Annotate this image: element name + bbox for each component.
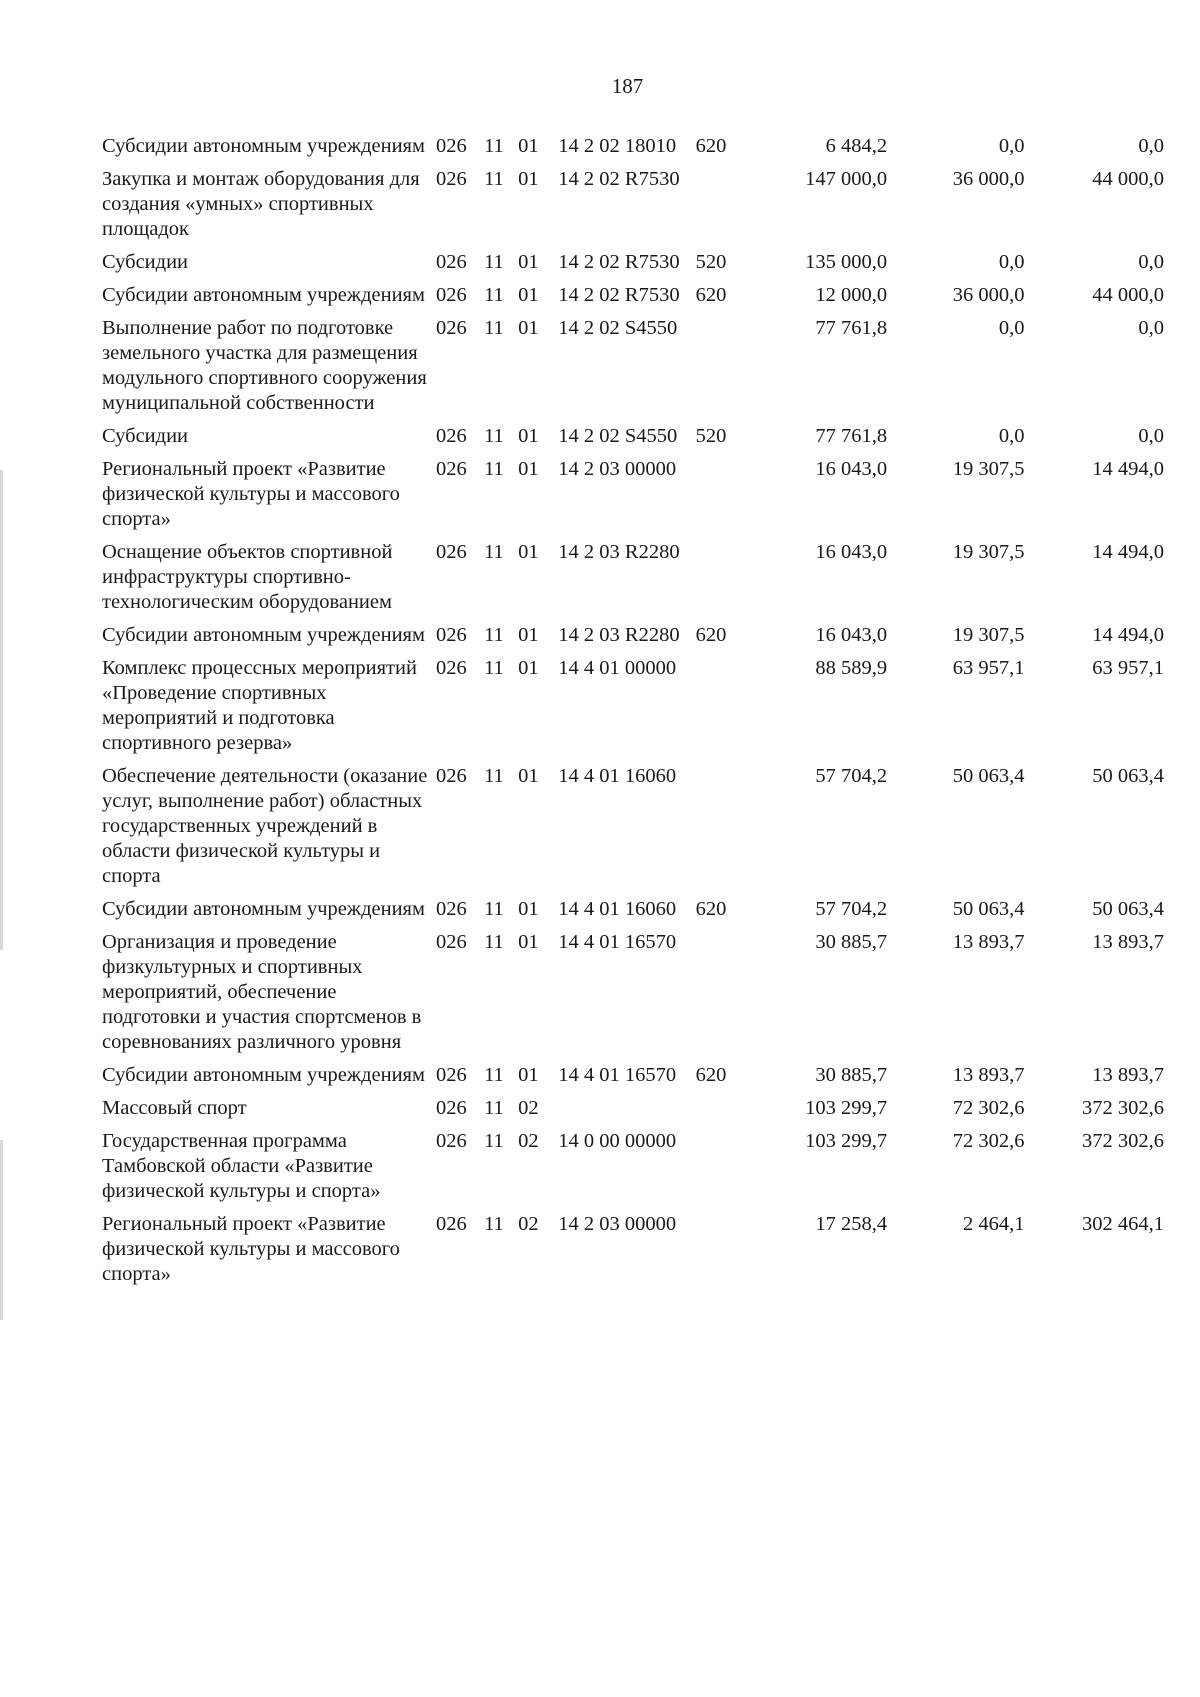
ministry-code: 026 [435, 458, 467, 480]
row-name: Комплекс процессных мероприятий «Проведение спортивных мероприятий и подготовка спортивного резерва» [102, 657, 417, 754]
target-article-code: 14 2 02 R7530 [558, 284, 680, 306]
amount-year-1: 6 484,2 [825, 135, 888, 157]
target-article-code: 14 2 02 S4550 [558, 317, 678, 339]
section-code: 11 [484, 317, 504, 339]
amount-year-2: 19 307,5 [952, 458, 1025, 480]
expense-type-code [696, 167, 742, 250]
target-article-code [558, 1096, 695, 1129]
section-code: 11 [484, 458, 504, 480]
section-code: 11 [484, 624, 504, 646]
target-article-code: 14 2 02 R7530 [558, 168, 680, 190]
subsection-code: 01 [518, 1064, 539, 1086]
target-article-code: 14 4 01 00000 [558, 657, 677, 679]
amount-year-2: 2 464,1 [963, 1213, 1025, 1235]
amount-year-2: 0,0 [998, 135, 1025, 157]
ministry-code: 026 [435, 657, 467, 679]
section-code: 11 [484, 1213, 504, 1235]
amount-year-1: 12 000,0 [815, 284, 888, 306]
amount-year-3: 50 063,4 [1092, 765, 1164, 787]
amount-year-3: 13 893,7 [1092, 931, 1164, 953]
table-row [102, 457, 1164, 540]
amount-year-3: 372 302,6 [1082, 1130, 1164, 1152]
row-name: Региональный проект «Развитие физической культуры и массового спорта» [102, 1213, 400, 1285]
ministry-code: 026 [435, 425, 467, 447]
expense-type-code: 620 [695, 624, 727, 646]
target-article-code: 14 2 03 R2280 [558, 541, 680, 563]
expense-type-code [696, 930, 742, 1063]
section-code: 11 [484, 765, 504, 787]
subsection-code: 01 [518, 135, 539, 157]
amount-year-3: 0,0 [1138, 251, 1164, 273]
amount-year-3: 14 494,0 [1092, 624, 1164, 646]
scan-edge-mark [0, 470, 3, 950]
table-row [102, 540, 1164, 623]
table-row [102, 167, 1164, 250]
section-code: 11 [484, 251, 504, 273]
amount-year-2: 50 063,4 [952, 898, 1025, 920]
target-article-code: 14 2 03 00000 [558, 458, 677, 480]
section-code: 11 [484, 135, 504, 157]
ministry-code: 026 [435, 898, 467, 920]
amount-year-2: 19 307,5 [952, 624, 1025, 646]
expense-type-code: 520 [695, 425, 727, 447]
expense-type-code [696, 1212, 742, 1295]
amount-year-3: 14 494,0 [1092, 458, 1164, 480]
subsection-code: 01 [518, 168, 539, 190]
subsection-code: 01 [518, 251, 539, 273]
row-name: Субсидии [102, 425, 189, 447]
subsection-code: 02 [518, 1130, 539, 1152]
amount-year-3: 302 464,1 [1082, 1213, 1164, 1235]
amount-year-1: 16 043,0 [815, 541, 888, 563]
amount-year-1: 16 043,0 [815, 458, 888, 480]
ministry-code: 026 [435, 541, 467, 563]
expense-type-code [696, 1129, 742, 1212]
amount-year-1: 103 299,7 [805, 1097, 888, 1119]
table-row [102, 283, 1164, 316]
amount-year-1: 88 589,9 [815, 657, 888, 679]
target-article-code: 14 4 01 16570 [558, 931, 677, 953]
expense-type-code [696, 1096, 742, 1129]
expense-type-code: 620 [695, 1064, 727, 1086]
target-article-code: 14 2 03 00000 [558, 1213, 677, 1235]
row-name: Организация и проведение физкультурных и спортивных мероприятий, обеспечение подготовки и участия спортсменов в соревнованиях различного уровня [102, 931, 422, 1053]
amount-year-3: 14 494,0 [1092, 541, 1164, 563]
expense-type-code [696, 316, 742, 424]
amount-year-1: 16 043,0 [815, 624, 888, 646]
section-code: 11 [484, 168, 504, 190]
table-row [102, 764, 1164, 897]
expense-type-code: 520 [695, 251, 727, 273]
amount-year-1: 147 000,0 [805, 168, 888, 190]
ministry-code: 026 [435, 1064, 467, 1086]
ministry-code: 026 [435, 1213, 467, 1235]
row-name: Обеспечение деятельности (оказание услуг, выполнение работ) областных государственных учреждений в области физической культуры и спорта [102, 765, 428, 887]
table-row [102, 1096, 1164, 1129]
target-article-code: 14 0 00 00000 [558, 1130, 677, 1152]
section-code: 11 [484, 1097, 504, 1119]
amount-year-2: 50 063,4 [952, 765, 1025, 787]
section-code: 11 [484, 425, 504, 447]
amount-year-3: 44 000,0 [1092, 284, 1164, 306]
amount-year-2: 0,0 [998, 425, 1025, 447]
amount-year-2: 0,0 [998, 317, 1025, 339]
table-row [102, 424, 1164, 457]
amount-year-2: 13 893,7 [952, 1064, 1025, 1086]
subsection-code: 02 [518, 1097, 539, 1119]
expense-type-code [696, 457, 742, 540]
table-row [102, 1129, 1164, 1212]
row-name: Субсидии автономным учреждениям [102, 898, 425, 920]
amount-year-1: 57 704,2 [815, 765, 888, 787]
section-code: 11 [484, 541, 504, 563]
ministry-code: 026 [435, 931, 467, 953]
section-code: 11 [484, 931, 504, 953]
expense-type-code [696, 656, 742, 764]
row-name: Региональный проект «Развитие физической культуры и массового спорта» [102, 458, 400, 530]
amount-year-1: 30 885,7 [815, 1064, 888, 1086]
ministry-code: 026 [435, 317, 467, 339]
row-name: Субсидии [102, 251, 189, 273]
amount-year-2: 36 000,0 [952, 168, 1025, 190]
ministry-code: 026 [435, 284, 467, 306]
amount-year-3: 44 000,0 [1092, 168, 1164, 190]
row-name: Субсидии автономным учреждениям [102, 135, 425, 157]
amount-year-3: 0,0 [1138, 135, 1164, 157]
budget-table [102, 134, 1164, 1295]
section-code: 11 [484, 898, 504, 920]
amount-year-1: 77 761,8 [815, 317, 888, 339]
amount-year-1: 30 885,7 [815, 931, 888, 953]
ministry-code: 026 [435, 251, 467, 273]
table-body [102, 134, 1164, 1295]
subsection-code: 01 [518, 284, 539, 306]
expense-type-code [696, 764, 742, 897]
table-row [102, 1063, 1164, 1096]
target-article-code: 14 4 01 16570 [558, 1064, 677, 1086]
target-article-code: 14 4 01 16060 [558, 765, 677, 787]
amount-year-2: 63 957,1 [952, 657, 1025, 679]
table-row [102, 134, 1164, 167]
amount-year-3: 63 957,1 [1092, 657, 1164, 679]
section-code: 11 [484, 1064, 504, 1086]
subsection-code: 02 [518, 1213, 539, 1235]
amount-year-3: 50 063,4 [1092, 898, 1164, 920]
expense-type-code [696, 540, 742, 623]
target-article-code: 14 2 02 R7530 [558, 251, 680, 273]
row-name: Субсидии автономным учреждениям [102, 284, 425, 306]
ministry-code: 026 [435, 624, 467, 646]
amount-year-1: 17 258,4 [815, 1213, 888, 1235]
table-row [102, 623, 1164, 656]
table-row [102, 316, 1164, 424]
section-code: 11 [484, 284, 504, 306]
subsection-code: 01 [518, 458, 539, 480]
target-article-code: 14 2 02 S4550 [558, 425, 678, 447]
amount-year-3: 0,0 [1138, 317, 1164, 339]
page-number: 187 [611, 74, 644, 98]
ministry-code: 026 [435, 168, 467, 190]
subsection-code: 01 [518, 931, 539, 953]
ministry-code: 026 [435, 765, 467, 787]
row-name: Выполнение работ по подготовке земельного участка для размещения модульного спортивного сооружения муниципальной собственности [102, 317, 427, 414]
subsection-code: 01 [518, 624, 539, 646]
amount-year-1: 57 704,2 [815, 898, 888, 920]
table-row [102, 1212, 1164, 1295]
amount-year-2: 72 302,6 [952, 1130, 1025, 1152]
table-row [102, 897, 1164, 930]
expense-type-code: 620 [695, 135, 727, 157]
expense-type-code: 620 [695, 898, 727, 920]
amount-year-1: 135 000,0 [805, 251, 888, 273]
section-code: 11 [484, 657, 504, 679]
row-name: Закупка и монтаж оборудования для создания «умных» спортивных площадок [102, 168, 420, 240]
target-article-code: 14 2 03 R2280 [558, 624, 680, 646]
ministry-code: 026 [435, 135, 467, 157]
row-name: Субсидии автономным учреждениям [102, 624, 425, 646]
target-article-code: 14 2 02 18010 [558, 135, 677, 157]
row-name: Массовый спорт [102, 1097, 247, 1119]
amount-year-1: 77 761,8 [815, 425, 888, 447]
section-code: 11 [484, 1130, 504, 1152]
amount-year-2: 0,0 [998, 251, 1025, 273]
amount-year-2: 36 000,0 [952, 284, 1025, 306]
table-row [102, 930, 1164, 1063]
table-row [102, 250, 1164, 283]
target-article-code: 14 4 01 16060 [558, 898, 677, 920]
amount-year-3: 13 893,7 [1092, 1064, 1164, 1086]
subsection-code: 01 [518, 541, 539, 563]
row-name: Субсидии автономным учреждениям [102, 1064, 425, 1086]
row-name: Оснащение объектов спортивной инфраструктуры спортивно-технологическим оборудованием [102, 541, 393, 613]
expense-type-code: 620 [695, 284, 727, 306]
subsection-code: 01 [518, 425, 539, 447]
ministry-code: 026 [435, 1130, 467, 1152]
subsection-code: 01 [518, 765, 539, 787]
scan-edge-mark [0, 1140, 3, 1320]
table-row [102, 656, 1164, 764]
subsection-code: 01 [518, 317, 539, 339]
amount-year-2: 13 893,7 [952, 931, 1025, 953]
amount-year-2: 72 302,6 [952, 1097, 1025, 1119]
row-name: Государственная программа Тамбовской области «Развитие физической культуры и спорта» [102, 1130, 381, 1202]
subsection-code: 01 [518, 657, 539, 679]
amount-year-3: 372 302,6 [1082, 1097, 1164, 1119]
subsection-code: 01 [518, 898, 539, 920]
amount-year-1: 103 299,7 [805, 1130, 888, 1152]
amount-year-2: 19 307,5 [952, 541, 1025, 563]
amount-year-3: 0,0 [1138, 425, 1164, 447]
ministry-code: 026 [435, 1097, 467, 1119]
